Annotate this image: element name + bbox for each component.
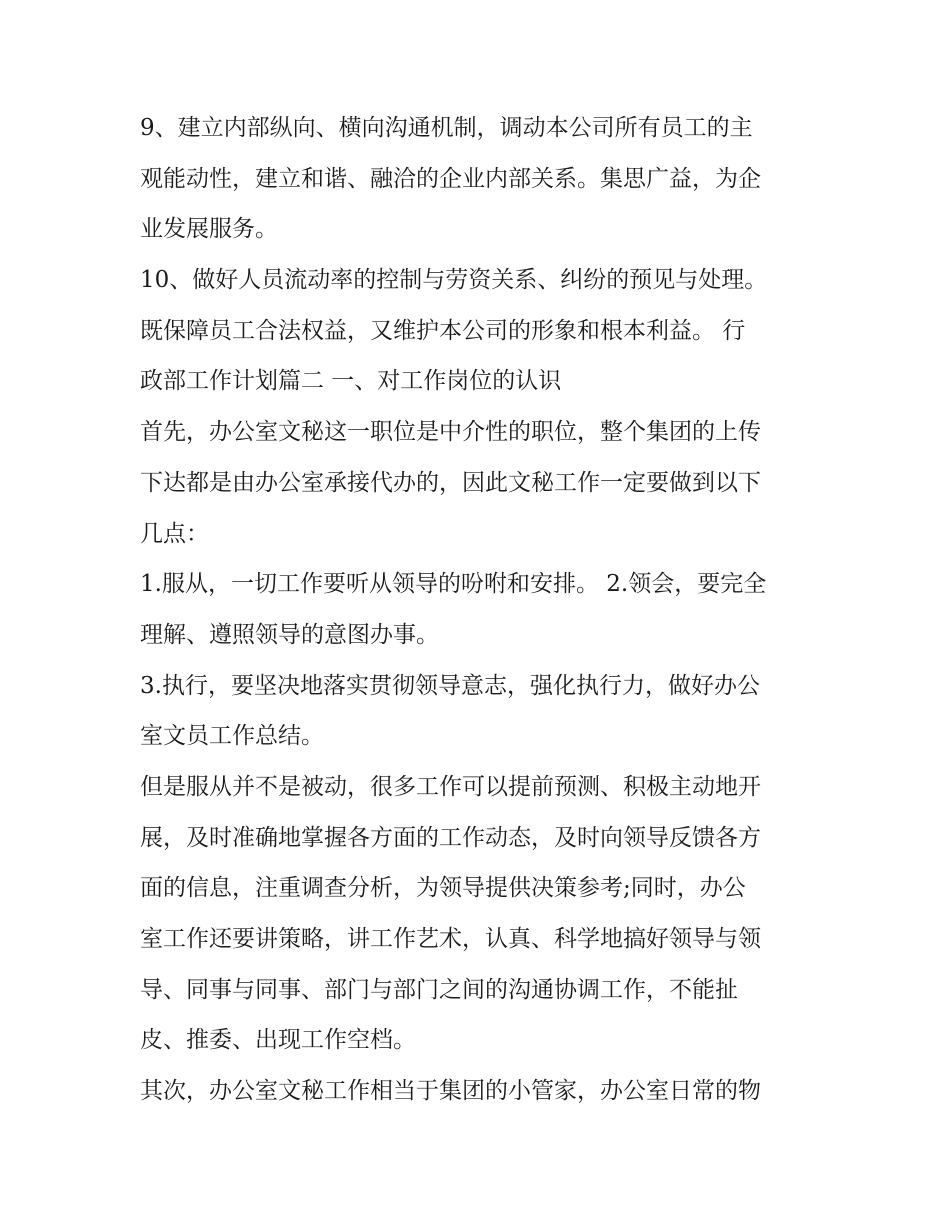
- text-line: 几点：: [140, 520, 209, 547]
- text-line: 业发展服务。: [140, 216, 278, 243]
- text-line: 9、建立内部纵向、横向沟通机制，调动本公司所有员工的主: [140, 115, 753, 141]
- text-line: 理解、遵照领导的意图办事。: [140, 621, 439, 648]
- text-line: 面的信息，注重调查分析，为领导提供决策参考;同时，办公: [140, 875, 746, 902]
- text-line: 下达都是由办公室承接代办的，因此文秘工作一定要做到以下: [140, 469, 761, 496]
- text-line: 皮、推委、出现工作空档。: [140, 1027, 416, 1054]
- text-line: 室文员工作总结。: [140, 723, 324, 750]
- text-line: 室工作还要讲策略，讲工作艺术，认真、科学地搞好领导与领: [140, 926, 761, 952]
- text-line: 观能动性，建立和谐、融洽的企业内部关系。集思广益，为企: [140, 165, 761, 192]
- text-line: 其次，办公室文秘工作相当于集团的小管家，办公室日常的物: [140, 1078, 761, 1105]
- text-line: 10、做好人员流动率的控制与劳资关系、纠纷的预见与处理。: [140, 267, 768, 294]
- text-line: 3.执行，要坚决地落实贯彻领导意志，强化执行力，做好办公: [140, 672, 760, 699]
- text-line: 导、同事与同事、部门与部门之间的沟通协调工作，不能扯: [140, 976, 738, 1003]
- text-line: 政部工作计划篇二 一、对工作岗位的认识: [140, 368, 562, 395]
- text-line: 展，及时准确地掌握各方面的工作动态，及时向领导反馈各方: [140, 824, 761, 851]
- text-line: 但是服从并不是被动，很多工作可以提前预测、积极主动地开: [140, 773, 761, 800]
- document-body: [140, 103, 830, 1117]
- text-line: 既保障员工合法权益，又维护本公司的形象和根本利益。 行: [140, 317, 746, 344]
- text-line: 首先，办公室文秘这一职位是中介性的职位，整个集团的上传: [140, 419, 761, 446]
- text-line: 1.服从，一切工作要听从领导的吩咐和安排。 2.领会，要完全: [140, 571, 767, 598]
